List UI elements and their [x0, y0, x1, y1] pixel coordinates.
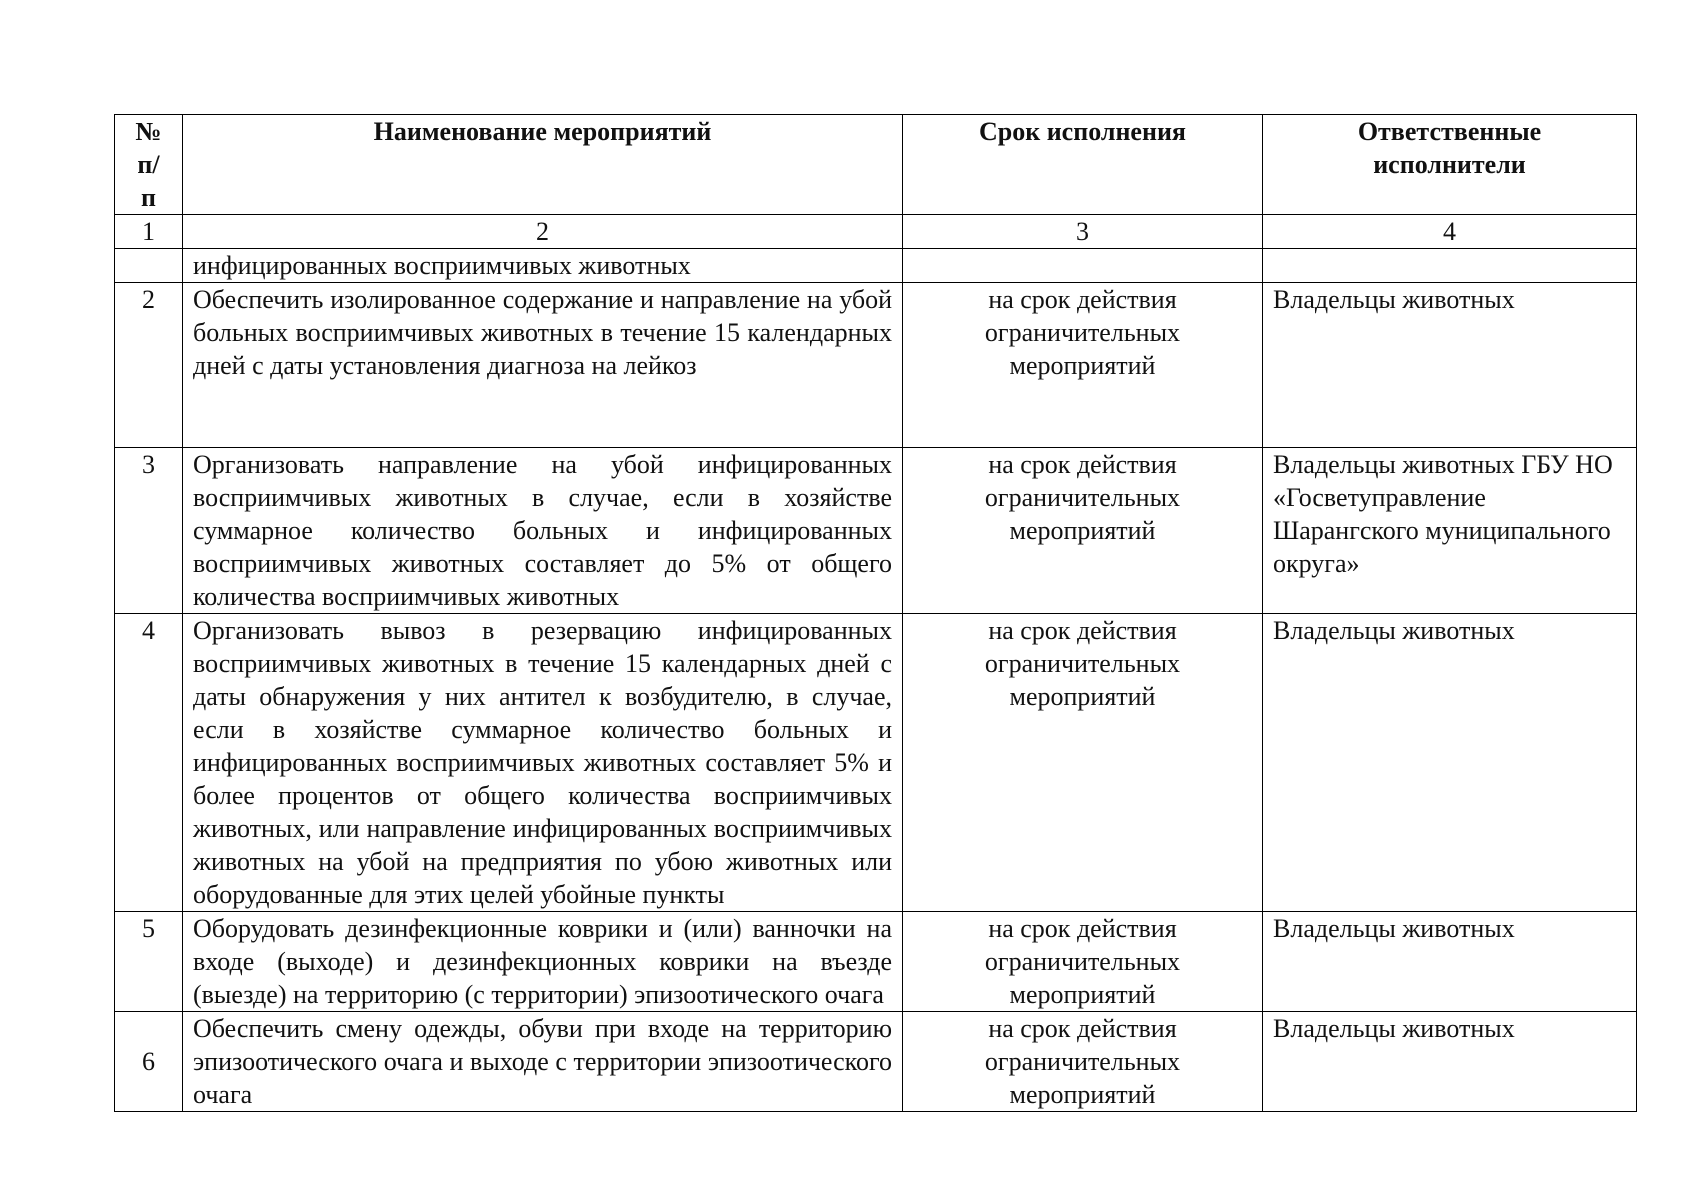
row-responsible: Владельцы животных: [1263, 912, 1637, 1012]
row-responsible: Владельцы животных: [1263, 1012, 1637, 1112]
document-page: [114, 114, 1636, 1112]
column-number-2: 2: [183, 215, 903, 249]
row-activity: Обеспечить смену одежды, обуви при входе на территорию эпизоотического очага и выходе с территории эпизоотического очага: [183, 1012, 903, 1112]
row-number: 2: [115, 283, 183, 448]
row-deadline: на срок действия ограничительных мероприятий: [903, 283, 1263, 448]
header-responsible: Ответственные исполнители: [1263, 115, 1637, 215]
table-row: [115, 1012, 1637, 1112]
measures-table: [114, 114, 1637, 1112]
table-row: [115, 912, 1637, 1012]
column-number-row: [115, 215, 1637, 249]
header-activity: Наименование мероприятий: [183, 115, 903, 215]
table-row: [115, 614, 1637, 912]
table-header-row: [115, 115, 1637, 215]
table-row: [115, 283, 1637, 448]
column-number-3: 3: [903, 215, 1263, 249]
row-activity: Организовать вывоз в резервацию инфицированных восприимчивых животных в течение 15 календарных дней с даты обнаружения у них антител к возбудителю, в случае, если в хозяйстве суммарное количество больных и инфицированных восприимчивых животных составляет 5% и более процентов от общего количества восприимчивых животных, или направление инфицированных восприимчивых животных на убой на предприятия по убою животных или оборудованные для этих целей убойные пункты: [183, 614, 903, 912]
row-deadline: на срок действия ограничительных мероприятий: [903, 448, 1263, 614]
row-deadline: на срок действия ограничительных мероприятий: [903, 1012, 1263, 1112]
row-number: 3: [115, 448, 183, 614]
row-deadline: на срок действия ограничительных мероприятий: [903, 614, 1263, 912]
column-number-4: 4: [1263, 215, 1637, 249]
row-activity: Обеспечить изолированное содержание и направление на убой больных восприимчивых животных в течение 15 календарных дней с даты установления диагноза на лейкоз: [183, 283, 903, 448]
row-number: 5: [115, 912, 183, 1012]
row-deadline: на срок действия ограничительных мероприятий: [903, 912, 1263, 1012]
row-responsible: Владельцы животных ГБУ НО «Госветуправление Шарангского муниципального округа»: [1263, 448, 1637, 614]
row-number: 4: [115, 614, 183, 912]
column-number-1: 1: [115, 215, 183, 249]
row-activity: Оборудовать дезинфекционные коврики и (или) ванночки на входе (выходе) и дезинфекционных коврики на въезде (выезде) на территорию (с территории) эпизоотического очага: [183, 912, 903, 1012]
row-responsible: Владельцы животных: [1263, 283, 1637, 448]
row-number: [115, 249, 183, 283]
row-activity: Организовать направление на убой инфицированных восприимчивых животных в случае, если в хозяйстве суммарное количество больных и инфицированных восприимчивых животных составляет до 5% от общего количества восприимчивых животных: [183, 448, 903, 614]
table-row: [115, 448, 1637, 614]
row-deadline: [903, 249, 1263, 283]
row-activity: инфицированных восприимчивых животных: [183, 249, 903, 283]
header-number: № п/п: [115, 115, 183, 215]
row-number: 6: [115, 1012, 183, 1112]
header-deadline: Срок исполнения: [903, 115, 1263, 215]
row-responsible: [1263, 249, 1637, 283]
table-row-continuation: [115, 249, 1637, 283]
row-responsible: Владельцы животных: [1263, 614, 1637, 912]
